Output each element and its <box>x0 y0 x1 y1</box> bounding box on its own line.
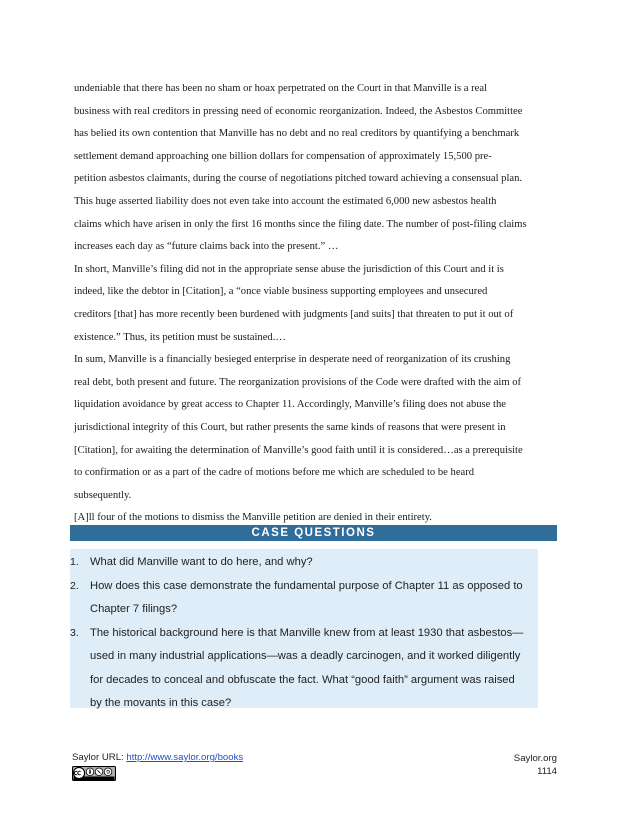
question-text: The historical background here is that Manville knew from at least 1930 that asbestos— <box>90 626 524 639</box>
creative-commons-by-nc-sa-icon <box>72 766 116 781</box>
footer-page-info <box>514 752 557 778</box>
case-questions-list <box>70 551 538 716</box>
list-number: 2. <box>70 579 79 592</box>
footer-source <box>72 752 243 763</box>
opinion-excerpt <box>74 78 560 530</box>
question-text: How does this case demonstrate the fundamental purpose of Chapter 11 as opposed to <box>90 579 523 592</box>
paragraph <box>74 349 560 507</box>
question-text: used in many industrial applications—was a deadly carcinogen, and it worked diligently <box>90 650 521 662</box>
list-item <box>70 551 538 575</box>
text-line: liquidation avoidance by great access to Chapter 11. Accordingly, Manville’s filing does not abuse the <box>74 399 506 411</box>
text-line: In sum, Manville is a financially besieged enterprise in desperate need of reorganization of its crushing <box>74 354 511 366</box>
text-line: indeed, like the debtor in [Citation], a “once viable business supporting employees and unsecured <box>74 286 488 298</box>
text-line: existence.” Thus, its petition must be sustained.… <box>74 331 286 343</box>
case-questions-header: CASE QUESTIONS <box>70 525 557 541</box>
text-line: [Citation], for awaiting the determination of Manville’s good faith until it is considered…as a prerequisite <box>74 444 523 456</box>
question-text: by the movants in this case? <box>90 697 232 709</box>
text-line: jurisdictional integrity of this Court, but rather presents the same kinds of reasons that were present in <box>74 421 506 433</box>
text-line: [A]ll four of the motions to dismiss the Manville petition are denied in their entirety. <box>74 512 432 524</box>
page-number: 1114 <box>537 766 557 777</box>
saylor-books-link[interactable]: http://www.saylor.org/books <box>126 752 244 763</box>
question-text: What did Manville want to do here, and why? <box>90 556 313 568</box>
list-number: 1. <box>70 556 79 568</box>
text-line: This huge asserted liability does not even take into account the estimated 6,000 new asbestos health <box>74 195 497 207</box>
list-item <box>70 575 538 622</box>
footer-site: Saylor.org <box>513 753 557 764</box>
text-line: to confirmation or as a part of the cadre of motions before me which are scheduled to be heard <box>74 467 475 479</box>
text-line: petition asbestos claimants, during the course of negotiations pitched toward achieving a consensual plan. <box>74 173 523 185</box>
text-line: claims which have arisen in only the first 16 months since the filing date. The number of post-filing claims <box>74 218 527 230</box>
question-text: Chapter 7 filings? <box>90 603 178 615</box>
text-line: In short, Manville’s filing did not in the appropriate sense abuse the jurisdiction of this Court and it is <box>74 263 504 275</box>
paragraph <box>74 78 560 259</box>
list-item <box>70 622 538 716</box>
text-line: increases each day as “future claims back into the present.” … <box>74 241 339 253</box>
text-line: settlement demand approaching one billion dollars for compensation of approximately 15,500 pre- <box>74 150 492 162</box>
text-line: has belied its own contention that Manville has no debt and no real creditors by quantifying a benchmark <box>74 128 520 140</box>
text-line: undeniable that there has been no sham or hoax perpetrated on the Court in that Manville is a real <box>74 83 488 94</box>
question-text: for decades to conceal and obfuscate the fact. What “good faith” argument was raised <box>90 673 515 686</box>
list-number: 3. <box>70 626 79 639</box>
text-line: real debt, both present and future. The reorganization provisions of the Code were drafted with the aim of <box>74 376 522 388</box>
paragraph <box>74 259 560 349</box>
footer-url-label: Saylor URL: <box>72 752 127 763</box>
text-line: business with real creditors in pressing need of economic reorganization. Indeed, the Asbestos Committee <box>74 105 523 117</box>
text-line: subsequently. <box>74 489 132 501</box>
text-line: creditors [that] has more recently been burdened with judgments [and suits] that threaten to put it out of <box>74 308 514 320</box>
